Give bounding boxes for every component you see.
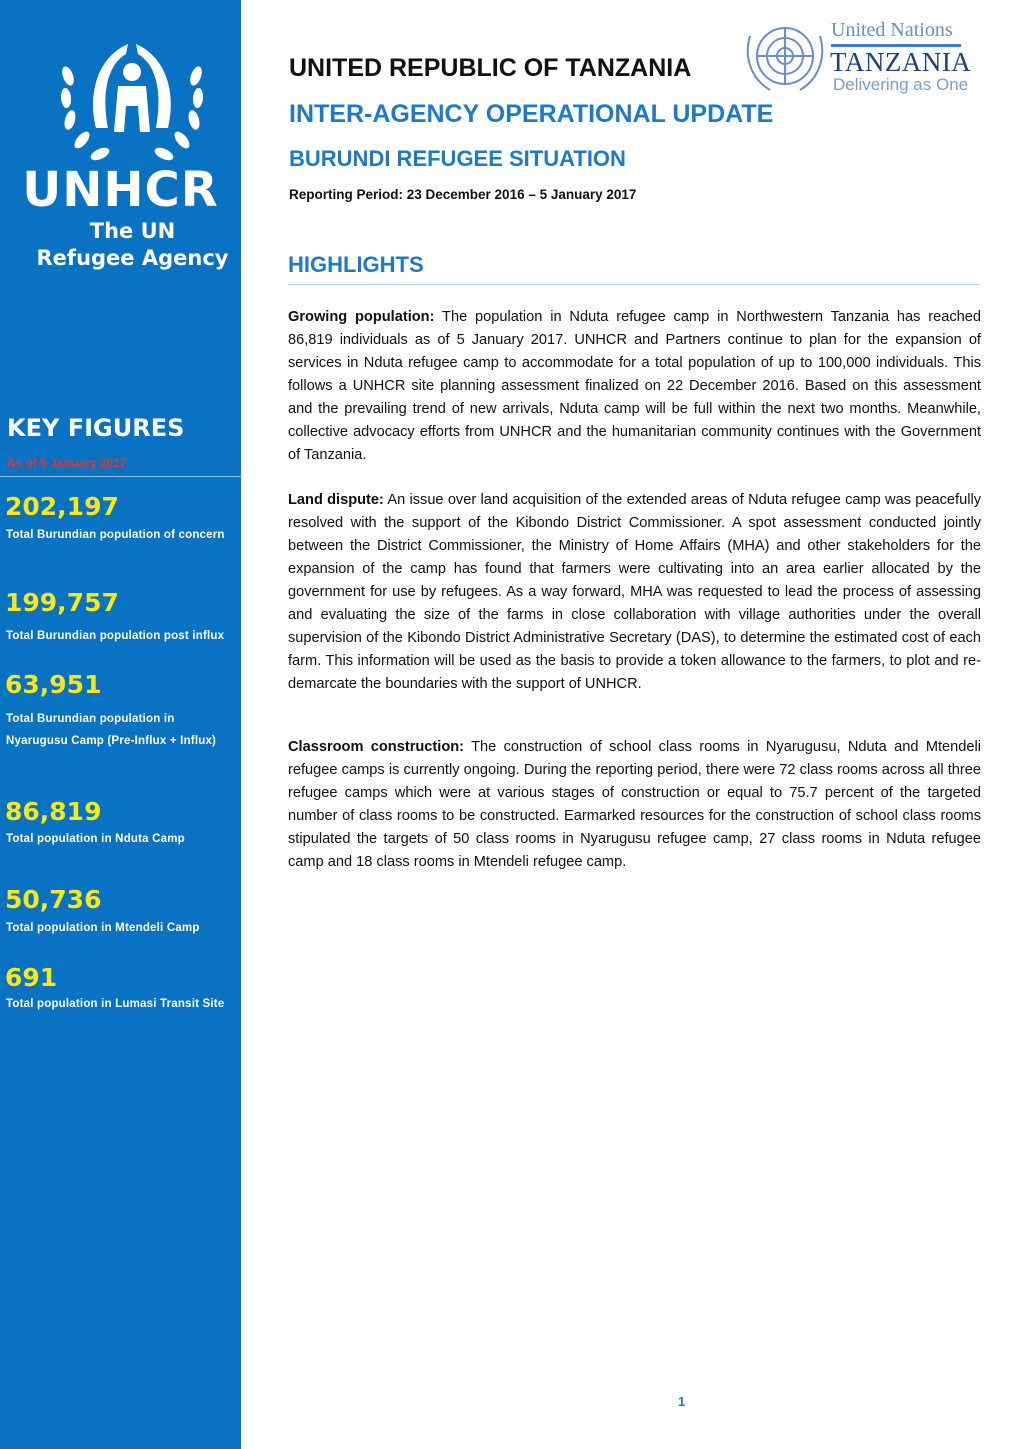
reporting-period: Reporting Period: 23 December 2016 – 5 January 2017 (289, 187, 637, 202)
document-title: INTER-AGENCY OPERATIONAL UPDATE (289, 100, 774, 128)
highlights-heading: HIGHLIGHTS (288, 252, 424, 277)
key-figures-divider (0, 476, 241, 477)
figure-label: Total population in Nduta Camp (6, 833, 185, 845)
country-heading: UNITED REPUBLIC OF TANZANIA (289, 54, 692, 82)
paragraph-lead: Classroom construction: (288, 739, 465, 755)
unhcr-tagline-line2: Refugee Agency (36, 246, 229, 270)
figure-value: 50,736 (5, 885, 102, 914)
figure-value: 199,757 (5, 588, 119, 617)
unhcr-tagline (24, 218, 241, 272)
page-number: 1 (678, 1394, 686, 1409)
figure-label: Total population in Lumasi Transit Site (6, 998, 225, 1010)
un-name-text: United Nations (831, 19, 953, 41)
paragraph-text: The construction of school class rooms in Nyarugusu, Nduta and Mtendeli refugee camps is currently ongoing. During the reporting period, there were 72 class rooms across all three refugee camps which were at various stages of construction or equal to 75.7 percent of the targeted number of class rooms to be constructed. Earmarked resources for the construction of school class rooms stipulated the targets of 50 class rooms in Nyarugusu refugee camp, 27 class rooms in Nduta refugee camp and 18 class rooms in Mtendeli refugee camp. (288, 739, 981, 870)
figure-label: Total Burundian population in Nyarugusu Camp (Pre-Influx + Influx) (6, 713, 217, 747)
paragraph-classroom-construction (288, 736, 981, 874)
figure-label: Total population in Mtendeli Camp (6, 922, 200, 934)
paragraph-text: An issue over land acquisition of the extended areas of Nduta refugee camp was peacefully resolved with the support of the Kibondo District Commissioner. A spot assessment conducted jointly between the District Commissioner, the Ministry of Home Affairs (MHA) and other stakeholders for the expansion of the camp has found that farmers were cultivating into an area earlier allocated by the government for use by refugees. As a way forward, MHA was requested to lead the process of assessing and evaluating the size of the farms in close collaboration with village authorities under the overall supervision of the Kibondo District Administrative Secretary (DAS), to determine the estimated cost of each farm. This information will be used as the basis to provide a token allowance to the farmers, to plot and re-demarcate the boundaries with the support of UNHCR. (288, 492, 981, 692)
figure-label: Total Burundian population of concern (6, 529, 225, 541)
document-subtitle: BURUNDI REFUGEE SITUATION (289, 146, 626, 171)
key-figures-title: KEY FIGURES (7, 414, 185, 442)
figure-value: 691 (5, 963, 58, 992)
highlights-divider (288, 284, 980, 285)
key-figures-date: As of 5 January 2017 (7, 456, 127, 470)
paragraph-lead: Growing population: (288, 309, 435, 325)
unhcr-brand-text: UNHCR (22, 162, 219, 218)
paragraph-growing-population (288, 306, 981, 467)
figure-value: 63,951 (5, 670, 102, 699)
un-tagline-text: Delivering as One (833, 75, 969, 94)
paragraph-land-dispute (288, 489, 981, 696)
unhcr-emblem-icon (56, 36, 208, 166)
un-country-text: TANZANIA (830, 47, 972, 77)
paragraph-lead: Land dispute: (288, 492, 384, 508)
figure-value: 202,197 (5, 492, 119, 521)
figure-label: Total Burundian population post influx (6, 630, 225, 642)
unhcr-tagline-line1: The UN (89, 219, 176, 243)
paragraph-text: The population in Nduta refugee camp in Northwestern Tanzania has reached 86,819 individuals as of 5 January 2017. UNHCR and Partners continue to plan for the expansion of services in Nduta refugee camp to accommodate for a total population of up to 100,000 individuals. This follows a UNHCR site planning assessment finalized on 22 December 2016. Based on this assessment and the prevailing trend of new arrivals, Nduta camp will be full within the next two months. Meanwhile, collective advocacy efforts from UNHCR and the humanitarian community continues with the Government of Tanzania. (288, 309, 982, 463)
figure-value: 86,819 (5, 797, 102, 826)
sidebar (0, 0, 241, 1449)
un-emblem-icon (740, 16, 830, 96)
